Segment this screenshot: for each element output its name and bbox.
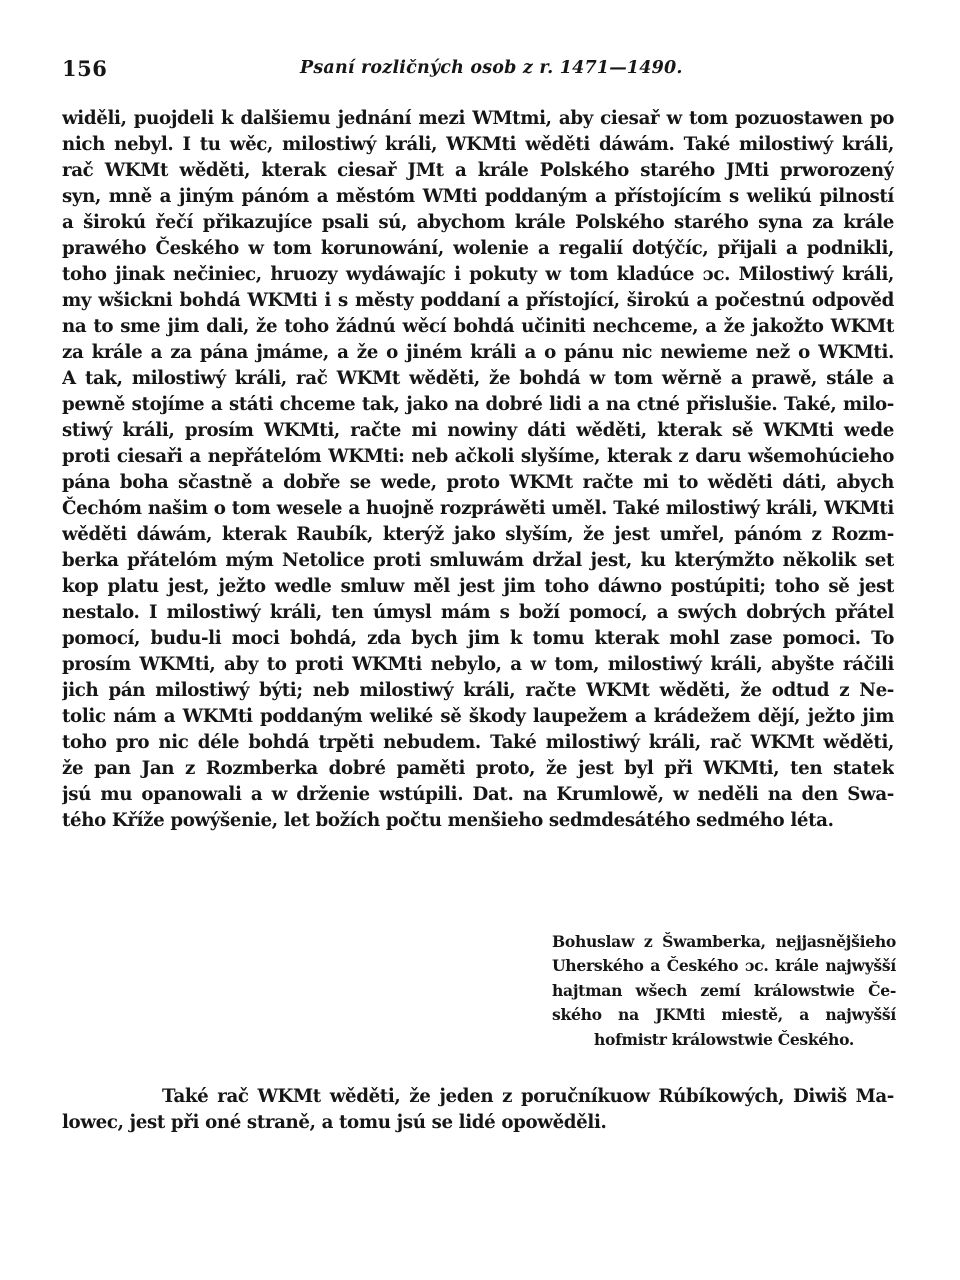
body-line: jich pán milostiwý býti; neb milostiwý králi, račte WKMt wěděti, že odtud z Ne- [62, 680, 894, 701]
body-line: za krále a za pána jmáme, a že o jiném králi a o pánu nic newieme než o WKMti. [62, 342, 894, 363]
body-line: Čechóm našim o tom wesele a huojně rozpráwěti uměl. Také milostiwý králi, WKMti [62, 498, 894, 519]
body-line: pewně stojíme a státi chceme tak, jako na dobré lidi a na ctné přislušie. Také, milo- [62, 394, 894, 415]
body-line: prosím WKMti, aby to proti WKMti nebylo, a w tom, milostiwý králi, abyšte ráčili [62, 654, 894, 675]
body-line: nich nebyl. I tu wěc, milostiwý králi, WKMti wěděti dáwám. Také milostiwý králi, [62, 134, 894, 155]
postscript-line: Také rač WKMt wěděti, že jeden z poručníkuow Rúbíkowých, Diwiš Ma- [162, 1086, 894, 1107]
body-line: kop platu jest, ježto wedle smluw měl jest jim toho dáwno postúpiti; toho sě jest [62, 576, 894, 597]
postscript [62, 1084, 894, 1136]
running-head: Psaní rozličných osob z r. 1471—1490. [300, 58, 683, 78]
body-line: prawého Českého w tom korunowání, wolenie a regalií dotýčíc, přijali a podnikli, [62, 238, 894, 259]
body-line: že pan Jan z Rozmberka dobré paměti proto, že jest byl při WKMti, ten statek [62, 758, 894, 779]
page-number: 156 [62, 56, 108, 81]
signature-block [552, 930, 896, 1052]
body-line: toho pro nic déle bohdá trpěti nebudem. Také milostiwý králi, rač WKMt wěděti, [62, 732, 894, 753]
page-header [62, 56, 894, 86]
body-line: proti ciesaři a nepřátelóm WKMti: neb ačkoli slyšíme, kterak z daru wšemohúcieho [62, 446, 894, 467]
body-line: A tak, milostiwý králi, rač WKMt wěděti, že bohdá w tom wěrně a prawě, stále a [62, 368, 894, 389]
letter-body [62, 106, 894, 834]
signature-line: ského na JKMti miestě, a najwyšší [552, 1005, 896, 1025]
body-line: a širokú řečí přikazujíce psali sú, abychom krále Polského starého syna za krále [62, 212, 894, 233]
signature-line: Bohuslaw z Šwamberka, nejjasnějšieho [552, 932, 896, 951]
signature-line: Uherského a Českého ɔc. krále najwyšší [552, 956, 896, 976]
body-line: na to sme jim dali, že toho žádnú wěcí bohdá učiniti nechceme, a že jakožto WKMt [62, 316, 894, 337]
postscript-line: lowec, jest při oné straně, a tomu jsú se lidé opowěděli. [62, 1112, 607, 1133]
body-line: jsú mu opanowali a w drženie wstúpili. Dat. na Krumlowě, w neděli na den Swa- [62, 784, 894, 805]
body-line: tolic nám a WKMti poddaným weliké sě škody laupežem a krádežem dějí, ježto jim [62, 706, 894, 727]
body-line: my wšickni bohdá WKMti i s městy poddaní a přístojící, širokú a počestnú odpověď [62, 290, 894, 311]
body-line: syn, mně a jiným pánóm a městóm WMti poddaným a přístojícím s welikú pilností [62, 186, 894, 207]
body-line: pána boha sčastně a dobře se wede, proto WKMt račte mi to wěděti dáti, abych [62, 472, 894, 493]
body-line: rač WKMt wěděti, kterak ciesař JMt a krále Polského starého JMti prworozený [62, 160, 894, 181]
body-line: pomocí, budu-li moci bohdá, zda bych jim k tomu kterak mohl zase pomoci. To [62, 628, 894, 649]
body-line: widěli, puojdeli k dalšiemu jednání mezi WMtmi, aby ciesař w tom pozuostawen po [62, 108, 894, 129]
body-line: nestalo. I milostiwý králi, ten úmysl mám s boží pomocí, a swých dobrých přátel [62, 602, 894, 623]
signature-line: hajtman wšech zemí králowstwie Če- [552, 980, 896, 1000]
body-line: tého Kříže powýšenie, let božích počtu menšieho sedmdesátého sedmého léta. [62, 810, 834, 831]
signature-line: hofmistr králowstwie Českého. [593, 1029, 855, 1049]
body-line: toho jinak nečiniec, hruozy wydáwajíc i pokuty w tom kladúce ɔc. Milostiwý králi, [62, 264, 894, 285]
body-line: wěděti dáwám, kterak Raubík, kterýž jako slyším, že jest umřel, pánóm z Rozm- [62, 524, 894, 545]
body-line: stiwý králi, prosím WKMti, račte mi nowiny dáti wěděti, kterak sě WKMti wede [62, 420, 894, 441]
body-line: berka přátelóm mým Netolice proti smluwám držal jest, ku kterýmžto několik set [62, 550, 894, 571]
